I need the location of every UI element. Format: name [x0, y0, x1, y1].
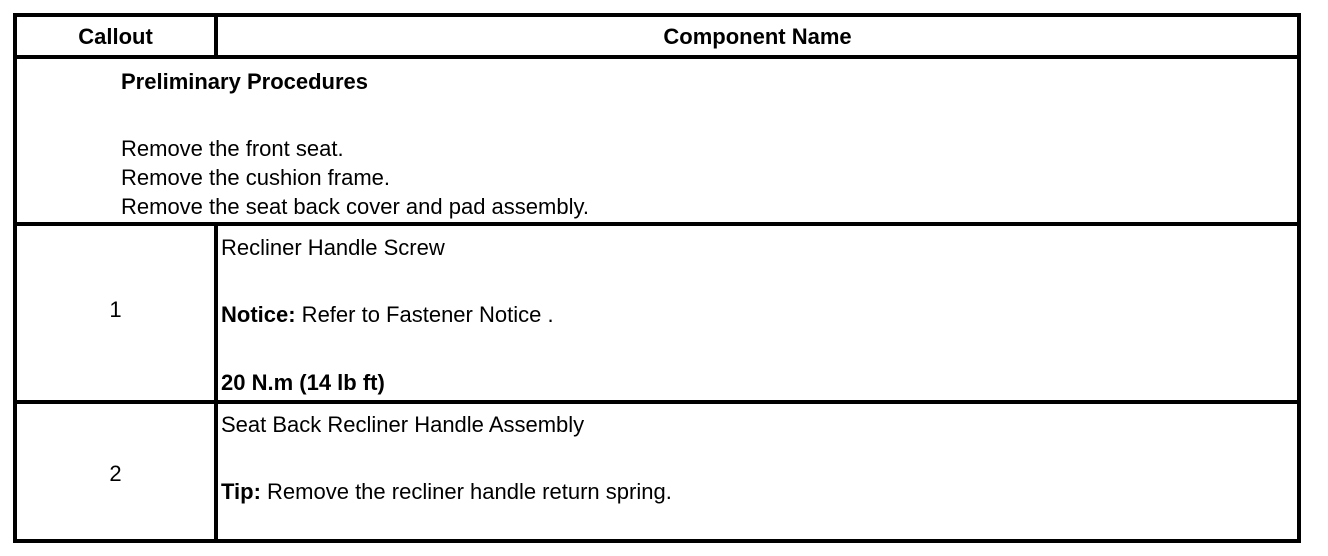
- component-name: Recliner Handle Screw: [221, 235, 445, 260]
- callout-number: 1: [109, 297, 122, 322]
- row-divider-2: [17, 400, 1297, 404]
- component-name: Seat Back Recliner Handle Assembly: [221, 412, 585, 437]
- preliminary-title: Preliminary Procedures: [121, 69, 369, 94]
- tip-text: Remove the recliner handle return spring.: [260, 479, 672, 504]
- preliminary-step: Remove the seat back cover and pad assembly.: [121, 194, 589, 219]
- header-component-name: Component Name: [663, 24, 852, 49]
- preliminary-step: Remove the cushion frame.: [121, 165, 391, 190]
- header-divider: [17, 55, 1297, 59]
- notice-line: [221, 300, 554, 329]
- row-divider-1: [17, 222, 1297, 226]
- tip-line: [221, 477, 672, 506]
- callout-number: 2: [109, 461, 122, 486]
- tip-label: Tip:: [221, 479, 261, 504]
- header-callout: Callout: [78, 24, 153, 49]
- notice-text: Refer to Fastener Notice .: [295, 302, 554, 327]
- component-table: [13, 13, 1301, 543]
- torque-spec: 20 N.m (14 lb ft): [221, 370, 385, 395]
- column-divider-body: [214, 222, 218, 539]
- preliminary-step: Remove the front seat.: [121, 136, 344, 161]
- notice-label: Notice:: [221, 302, 296, 327]
- column-divider-header: [214, 17, 218, 55]
